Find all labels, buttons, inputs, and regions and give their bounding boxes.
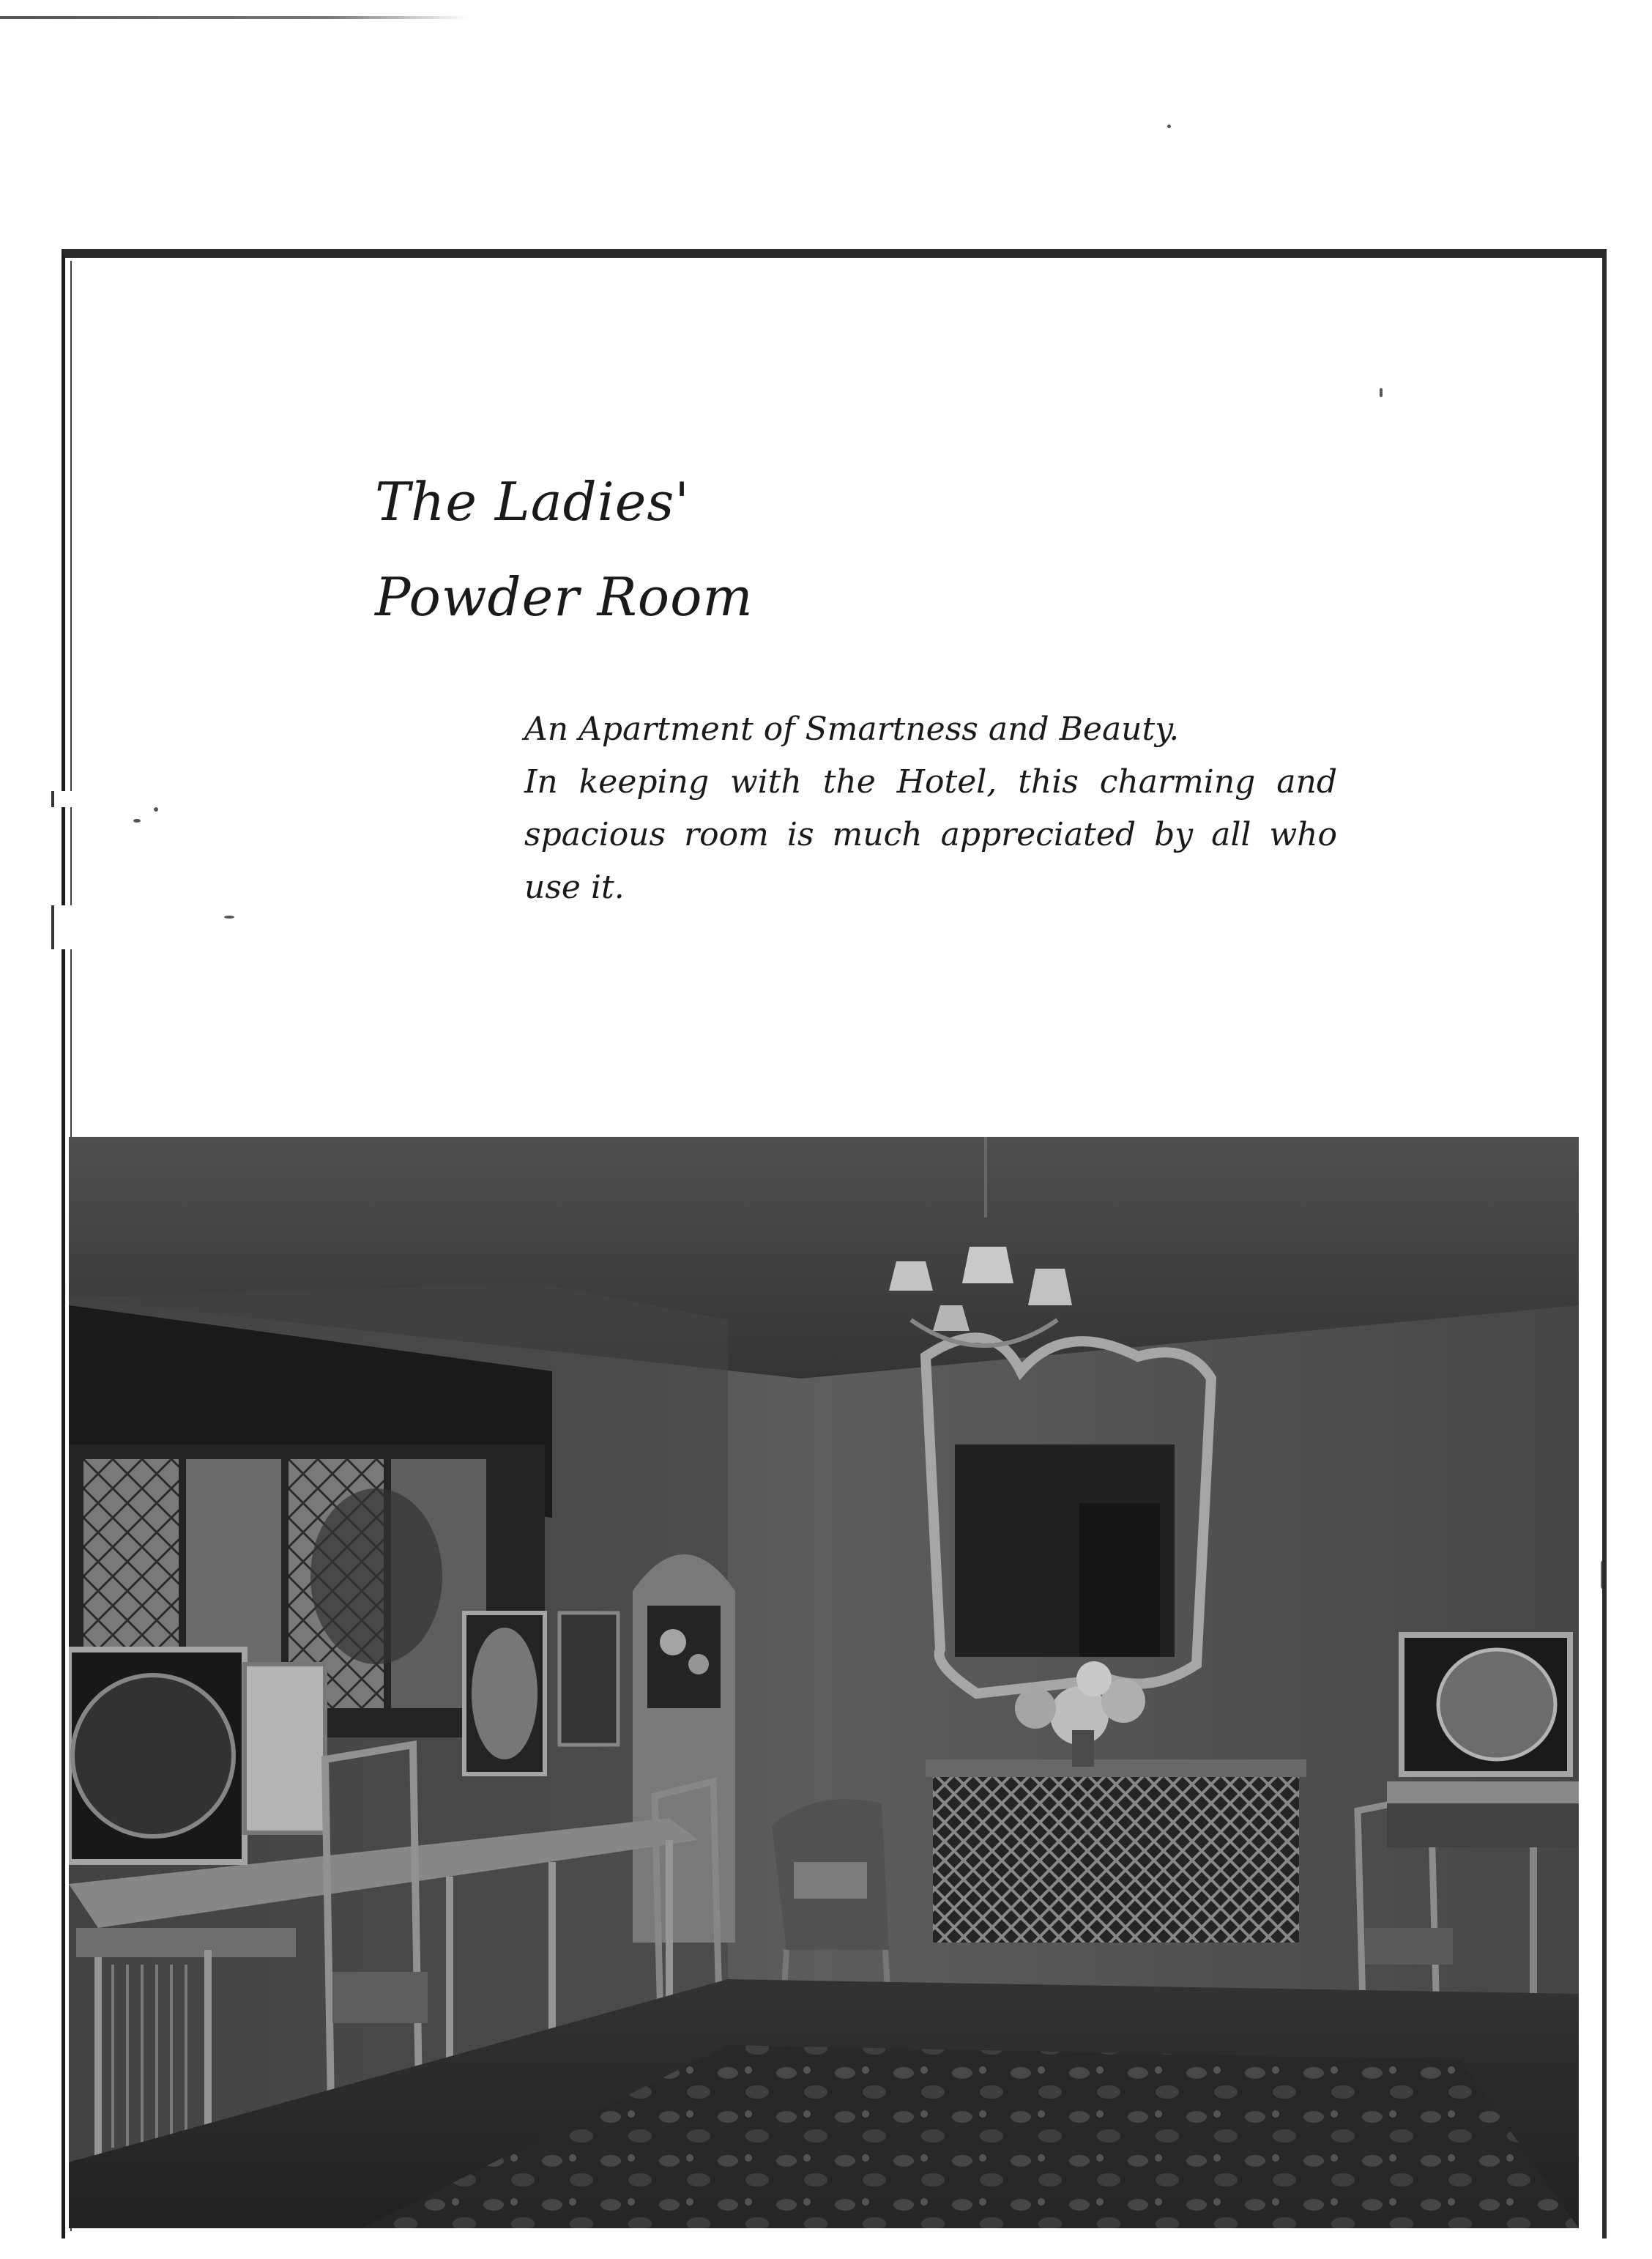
tagline: An Apartment of Smartness and Beauty. xyxy=(524,711,1180,748)
scan-top-edge xyxy=(0,16,469,19)
page-frame-tear xyxy=(51,791,76,807)
room-photograph-illustration xyxy=(69,1137,1579,2228)
room-photograph xyxy=(69,1137,1579,2228)
page-title xyxy=(375,454,754,645)
dust-speck xyxy=(1167,125,1171,128)
page-title-line-2: Powder Room xyxy=(375,566,754,628)
page-frame-tear xyxy=(51,905,76,949)
description: In keeping with the Hotel, this charming and spacious room is much appreciated by all who use it. xyxy=(524,763,1337,906)
page-title-line-1: The Ladies' xyxy=(375,471,691,533)
intro-text xyxy=(524,703,1337,914)
